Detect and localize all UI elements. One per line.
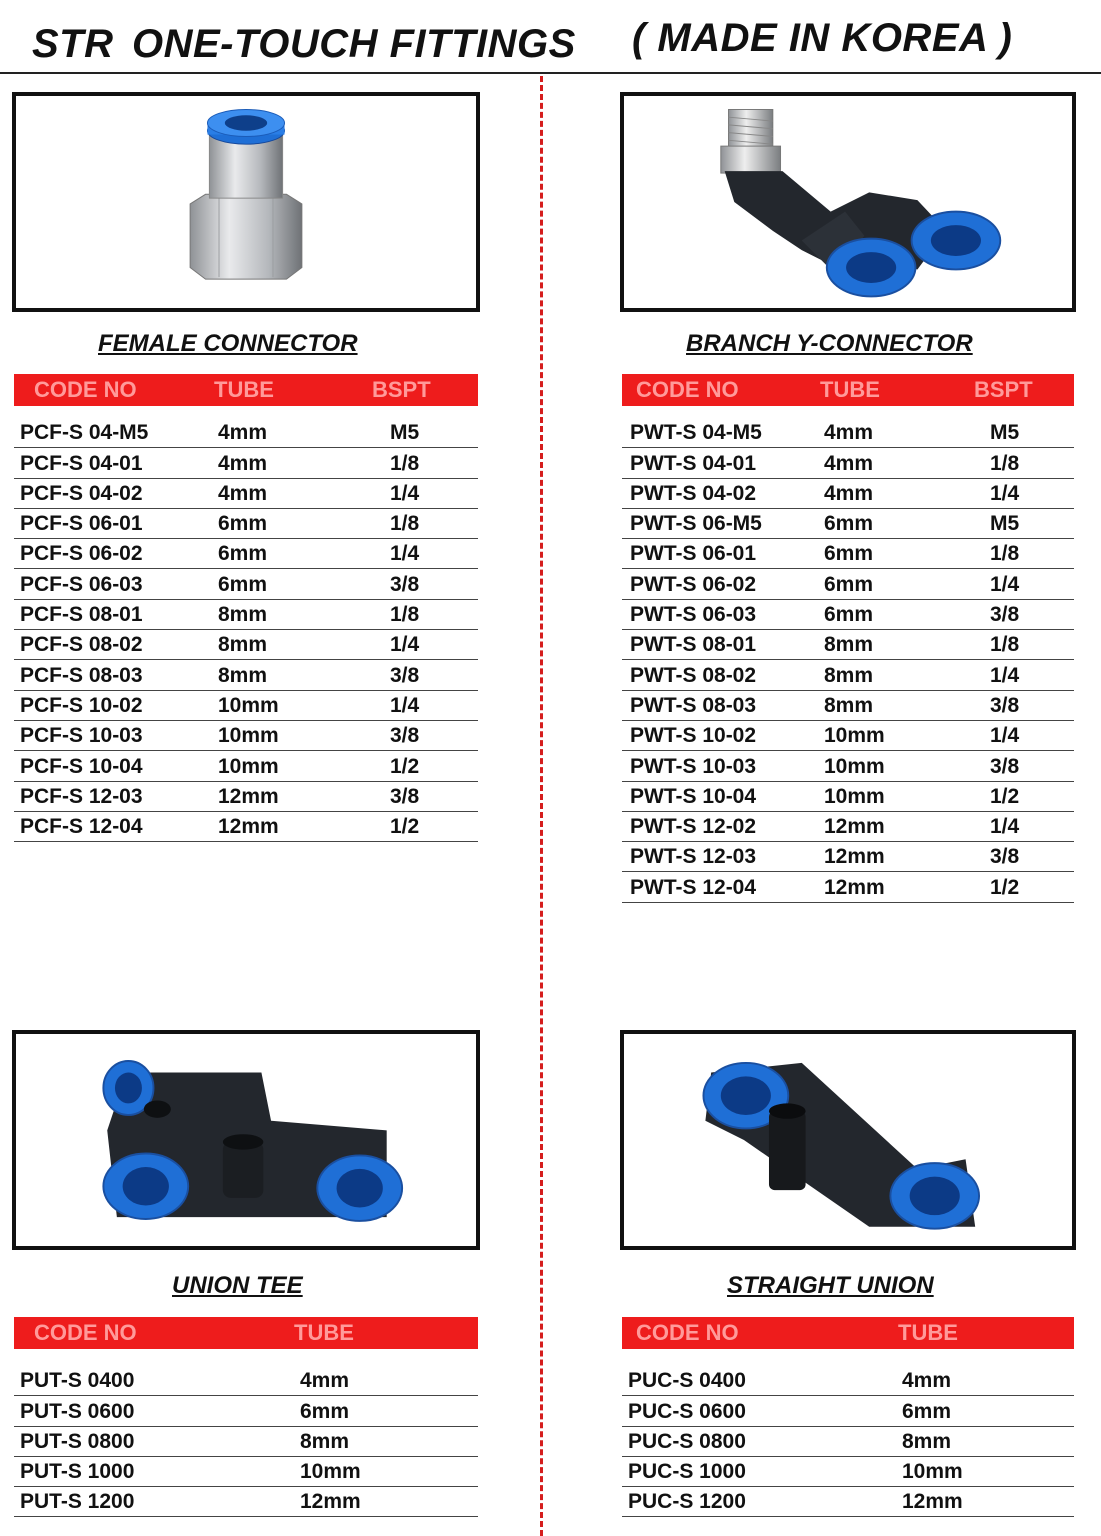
code-cell: PCF-S 10-02 [20, 693, 143, 717]
brand-name: STR [32, 22, 114, 66]
bspt-cell: 1/8 [990, 451, 1020, 475]
female-connector-table-header [14, 374, 478, 406]
bspt-cell: 1/4 [390, 633, 420, 657]
table-row [14, 691, 478, 721]
bspt-cell: 3/8 [990, 693, 1020, 717]
bspt-cell: M5 [390, 421, 420, 445]
code-cell: PCF-S 04-01 [20, 451, 143, 475]
table-row [622, 539, 1074, 569]
code-cell: PCF-S 08-02 [20, 633, 143, 657]
bspt-cell: 1/4 [990, 815, 1020, 839]
table-row [14, 721, 478, 751]
tube-cell: 12mm [902, 1490, 963, 1514]
union-tee-title: UNION TEE [172, 1272, 303, 1299]
table-row [622, 782, 1074, 812]
bspt-cell: 1/4 [990, 724, 1020, 748]
straight-union-title: STRAIGHT UNION [727, 1272, 934, 1299]
table-row [622, 1487, 1074, 1517]
tube-cell: 6mm [300, 1399, 350, 1423]
bspt-cell: 1/8 [990, 542, 1020, 566]
tube-cell: 6mm [218, 542, 268, 566]
bspt-cell: 3/8 [990, 603, 1020, 627]
code-cell: PUT-S 1200 [20, 1490, 135, 1514]
table-row [622, 660, 1074, 690]
bspt-cell: 3/8 [390, 572, 420, 596]
tube-cell: 4mm [218, 481, 268, 505]
tube-cell: 10mm [902, 1460, 963, 1484]
tube-cell: 10mm [300, 1460, 361, 1484]
table-row [622, 479, 1074, 509]
union-tee-table-header [14, 1317, 478, 1349]
union-tee-table [14, 1366, 478, 1517]
col-tube-header: TUBE [214, 377, 274, 402]
bspt-cell: 1/2 [990, 875, 1020, 899]
tube-cell: 10mm [824, 724, 885, 748]
bspt-cell: 1/8 [390, 451, 420, 475]
female-connector-fitting-icon [16, 96, 476, 308]
tube-cell: 6mm [902, 1399, 952, 1423]
code-cell: PWT-S 10-02 [630, 724, 757, 748]
table-row [622, 691, 1074, 721]
tube-cell: 6mm [824, 512, 874, 536]
tube-cell: 4mm [824, 481, 874, 505]
tube-cell: 6mm [218, 572, 268, 596]
tube-cell: 10mm [218, 693, 279, 717]
code-cell: PCF-S 06-01 [20, 512, 143, 536]
code-cell: PUC-S 0600 [628, 1399, 746, 1423]
tube-cell: 8mm [902, 1429, 952, 1453]
table-row [14, 448, 478, 478]
code-cell: PCF-S 10-04 [20, 754, 143, 778]
code-cell: PUT-S 0800 [20, 1429, 135, 1453]
table-row [14, 1427, 478, 1457]
tube-cell: 8mm [218, 633, 268, 657]
tube-cell: 6mm [218, 512, 268, 536]
code-cell: PCF-S 04-M5 [20, 421, 149, 445]
table-row [622, 509, 1074, 539]
title-rule [0, 72, 1101, 74]
table-row [622, 569, 1074, 599]
bspt-cell: 1/4 [390, 481, 420, 505]
table-row [14, 751, 478, 781]
female-connector-table [14, 418, 478, 842]
bspt-cell: 1/4 [990, 481, 1020, 505]
table-row [14, 660, 478, 690]
code-cell: PCF-S 12-03 [20, 784, 143, 808]
col-bspt-header: BSPT [974, 377, 1033, 402]
straight-union-image [620, 1030, 1076, 1250]
branch-y-connector-title: BRANCH Y-CONNECTOR [686, 330, 973, 357]
table-row [14, 418, 478, 448]
branch-y-connector-table [622, 418, 1074, 903]
bspt-cell: 1/2 [390, 815, 420, 839]
code-cell: PUC-S 1000 [628, 1460, 746, 1484]
code-cell: PUC-S 0800 [628, 1429, 746, 1453]
col-tube-header: TUBE [898, 1320, 958, 1345]
tube-cell: 4mm [902, 1369, 952, 1393]
bspt-cell: 1/8 [390, 603, 420, 627]
bspt-cell: 3/8 [390, 724, 420, 748]
tube-cell: 12mm [824, 875, 885, 899]
tube-cell: 8mm [218, 603, 268, 627]
col-tube-header: TUBE [820, 377, 880, 402]
code-cell: PUT-S 0600 [20, 1399, 135, 1423]
tube-cell: 10mm [824, 754, 885, 778]
tube-cell: 12mm [300, 1490, 361, 1514]
code-cell: PWT-S 08-01 [630, 633, 757, 657]
code-cell: PWT-S 12-04 [630, 875, 757, 899]
tube-cell: 8mm [824, 663, 874, 687]
col-code-header: CODE NO [636, 1320, 739, 1345]
table-row [622, 721, 1074, 751]
tube-cell: 4mm [300, 1369, 350, 1393]
code-cell: PWT-S 04-02 [630, 481, 757, 505]
bspt-cell: 3/8 [990, 754, 1020, 778]
straight-union-table [622, 1366, 1074, 1517]
table-row [622, 1427, 1074, 1457]
table-row [14, 539, 478, 569]
bspt-cell: 1/8 [990, 633, 1020, 657]
code-cell: PWT-S 12-02 [630, 815, 757, 839]
tube-cell: 10mm [824, 784, 885, 808]
tube-cell: 12mm [218, 784, 279, 808]
tube-cell: 8mm [824, 693, 874, 717]
code-cell: PCF-S 10-03 [20, 724, 143, 748]
table-row [14, 509, 478, 539]
column-divider [540, 76, 543, 1536]
code-cell: PWT-S 06-01 [630, 542, 757, 566]
col-code-header: CODE NO [636, 377, 739, 402]
code-cell: PWT-S 10-03 [630, 754, 757, 778]
tube-cell: 6mm [824, 603, 874, 627]
bspt-cell: 3/8 [990, 845, 1020, 869]
table-row [622, 1366, 1074, 1396]
title-text: ONE-TOUCH FITTINGS [132, 22, 576, 66]
table-row [14, 569, 478, 599]
code-cell: PCF-S 08-01 [20, 603, 143, 627]
code-cell: PWT-S 12-03 [630, 845, 757, 869]
tube-cell: 10mm [218, 754, 279, 778]
tube-cell: 4mm [218, 451, 268, 475]
straight-union-table-header [622, 1317, 1074, 1349]
bspt-cell: 1/2 [990, 784, 1020, 808]
bspt-cell: 1/2 [390, 754, 420, 778]
bspt-cell: 3/8 [390, 784, 420, 808]
tube-cell: 4mm [218, 421, 268, 445]
origin-text: ( MADE IN KOREA ) [632, 16, 1013, 60]
branch-y-connector-image [620, 92, 1076, 312]
table-row [622, 751, 1074, 781]
code-cell: PWT-S 08-02 [630, 663, 757, 687]
straight-union-fitting-icon [624, 1034, 1072, 1246]
bspt-cell: 1/8 [390, 512, 420, 536]
branch-y-connector-table-header [622, 374, 1074, 406]
bspt-cell: 1/4 [990, 663, 1020, 687]
table-row [622, 872, 1074, 902]
tube-cell: 6mm [824, 542, 874, 566]
col-bspt-header: BSPT [372, 377, 431, 402]
tube-cell: 8mm [218, 663, 268, 687]
code-cell: PWT-S 04-01 [630, 451, 757, 475]
table-row [622, 1396, 1074, 1426]
table-row [622, 630, 1074, 660]
table-row [14, 1487, 478, 1517]
code-cell: PUC-S 1200 [628, 1490, 746, 1514]
table-row [14, 1396, 478, 1426]
tube-cell: 8mm [300, 1429, 350, 1453]
table-row [622, 812, 1074, 842]
code-cell: PUT-S 0400 [20, 1369, 135, 1393]
table-row [622, 448, 1074, 478]
table-row [14, 782, 478, 812]
table-row [622, 1457, 1074, 1487]
col-tube-header: TUBE [294, 1320, 354, 1345]
tube-cell: 6mm [824, 572, 874, 596]
code-cell: PUT-S 1000 [20, 1460, 135, 1484]
bspt-cell: 1/4 [990, 572, 1020, 596]
code-cell: PWT-S 04-M5 [630, 421, 762, 445]
code-cell: PCF-S 04-02 [20, 481, 143, 505]
table-row [14, 812, 478, 842]
tube-cell: 12mm [824, 815, 885, 839]
tube-cell: 12mm [824, 845, 885, 869]
code-cell: PCF-S 06-03 [20, 572, 143, 596]
code-cell: PWT-S 06-02 [630, 572, 757, 596]
bspt-cell: 3/8 [390, 663, 420, 687]
code-cell: PUC-S 0400 [628, 1369, 746, 1393]
branch-y-connector-fitting-icon [624, 96, 1072, 308]
col-code-header: CODE NO [34, 377, 137, 402]
code-cell: PCF-S 06-02 [20, 542, 143, 566]
code-cell: PWT-S 06-03 [630, 603, 757, 627]
table-row [14, 600, 478, 630]
tube-cell: 4mm [824, 421, 874, 445]
code-cell: PWT-S 08-03 [630, 693, 757, 717]
bspt-cell: 1/4 [390, 693, 420, 717]
code-cell: PCF-S 12-04 [20, 815, 143, 839]
table-row [14, 630, 478, 660]
table-row [622, 842, 1074, 872]
female-connector-title: FEMALE CONNECTOR [98, 330, 358, 357]
table-row [622, 418, 1074, 448]
tube-cell: 8mm [824, 633, 874, 657]
union-tee-image [12, 1030, 480, 1250]
table-row [14, 1366, 478, 1396]
table-row [14, 1457, 478, 1487]
bspt-cell: M5 [990, 512, 1020, 536]
tube-cell: 4mm [824, 451, 874, 475]
bspt-cell: 1/4 [390, 542, 420, 566]
col-code-header: CODE NO [34, 1320, 137, 1345]
female-connector-image [12, 92, 480, 312]
table-row [14, 479, 478, 509]
code-cell: PCF-S 08-03 [20, 663, 143, 687]
bspt-cell: M5 [990, 421, 1020, 445]
union-tee-fitting-icon [16, 1034, 476, 1246]
code-cell: PWT-S 06-M5 [630, 512, 762, 536]
code-cell: PWT-S 10-04 [630, 784, 757, 808]
table-row [622, 600, 1074, 630]
tube-cell: 10mm [218, 724, 279, 748]
tube-cell: 12mm [218, 815, 279, 839]
